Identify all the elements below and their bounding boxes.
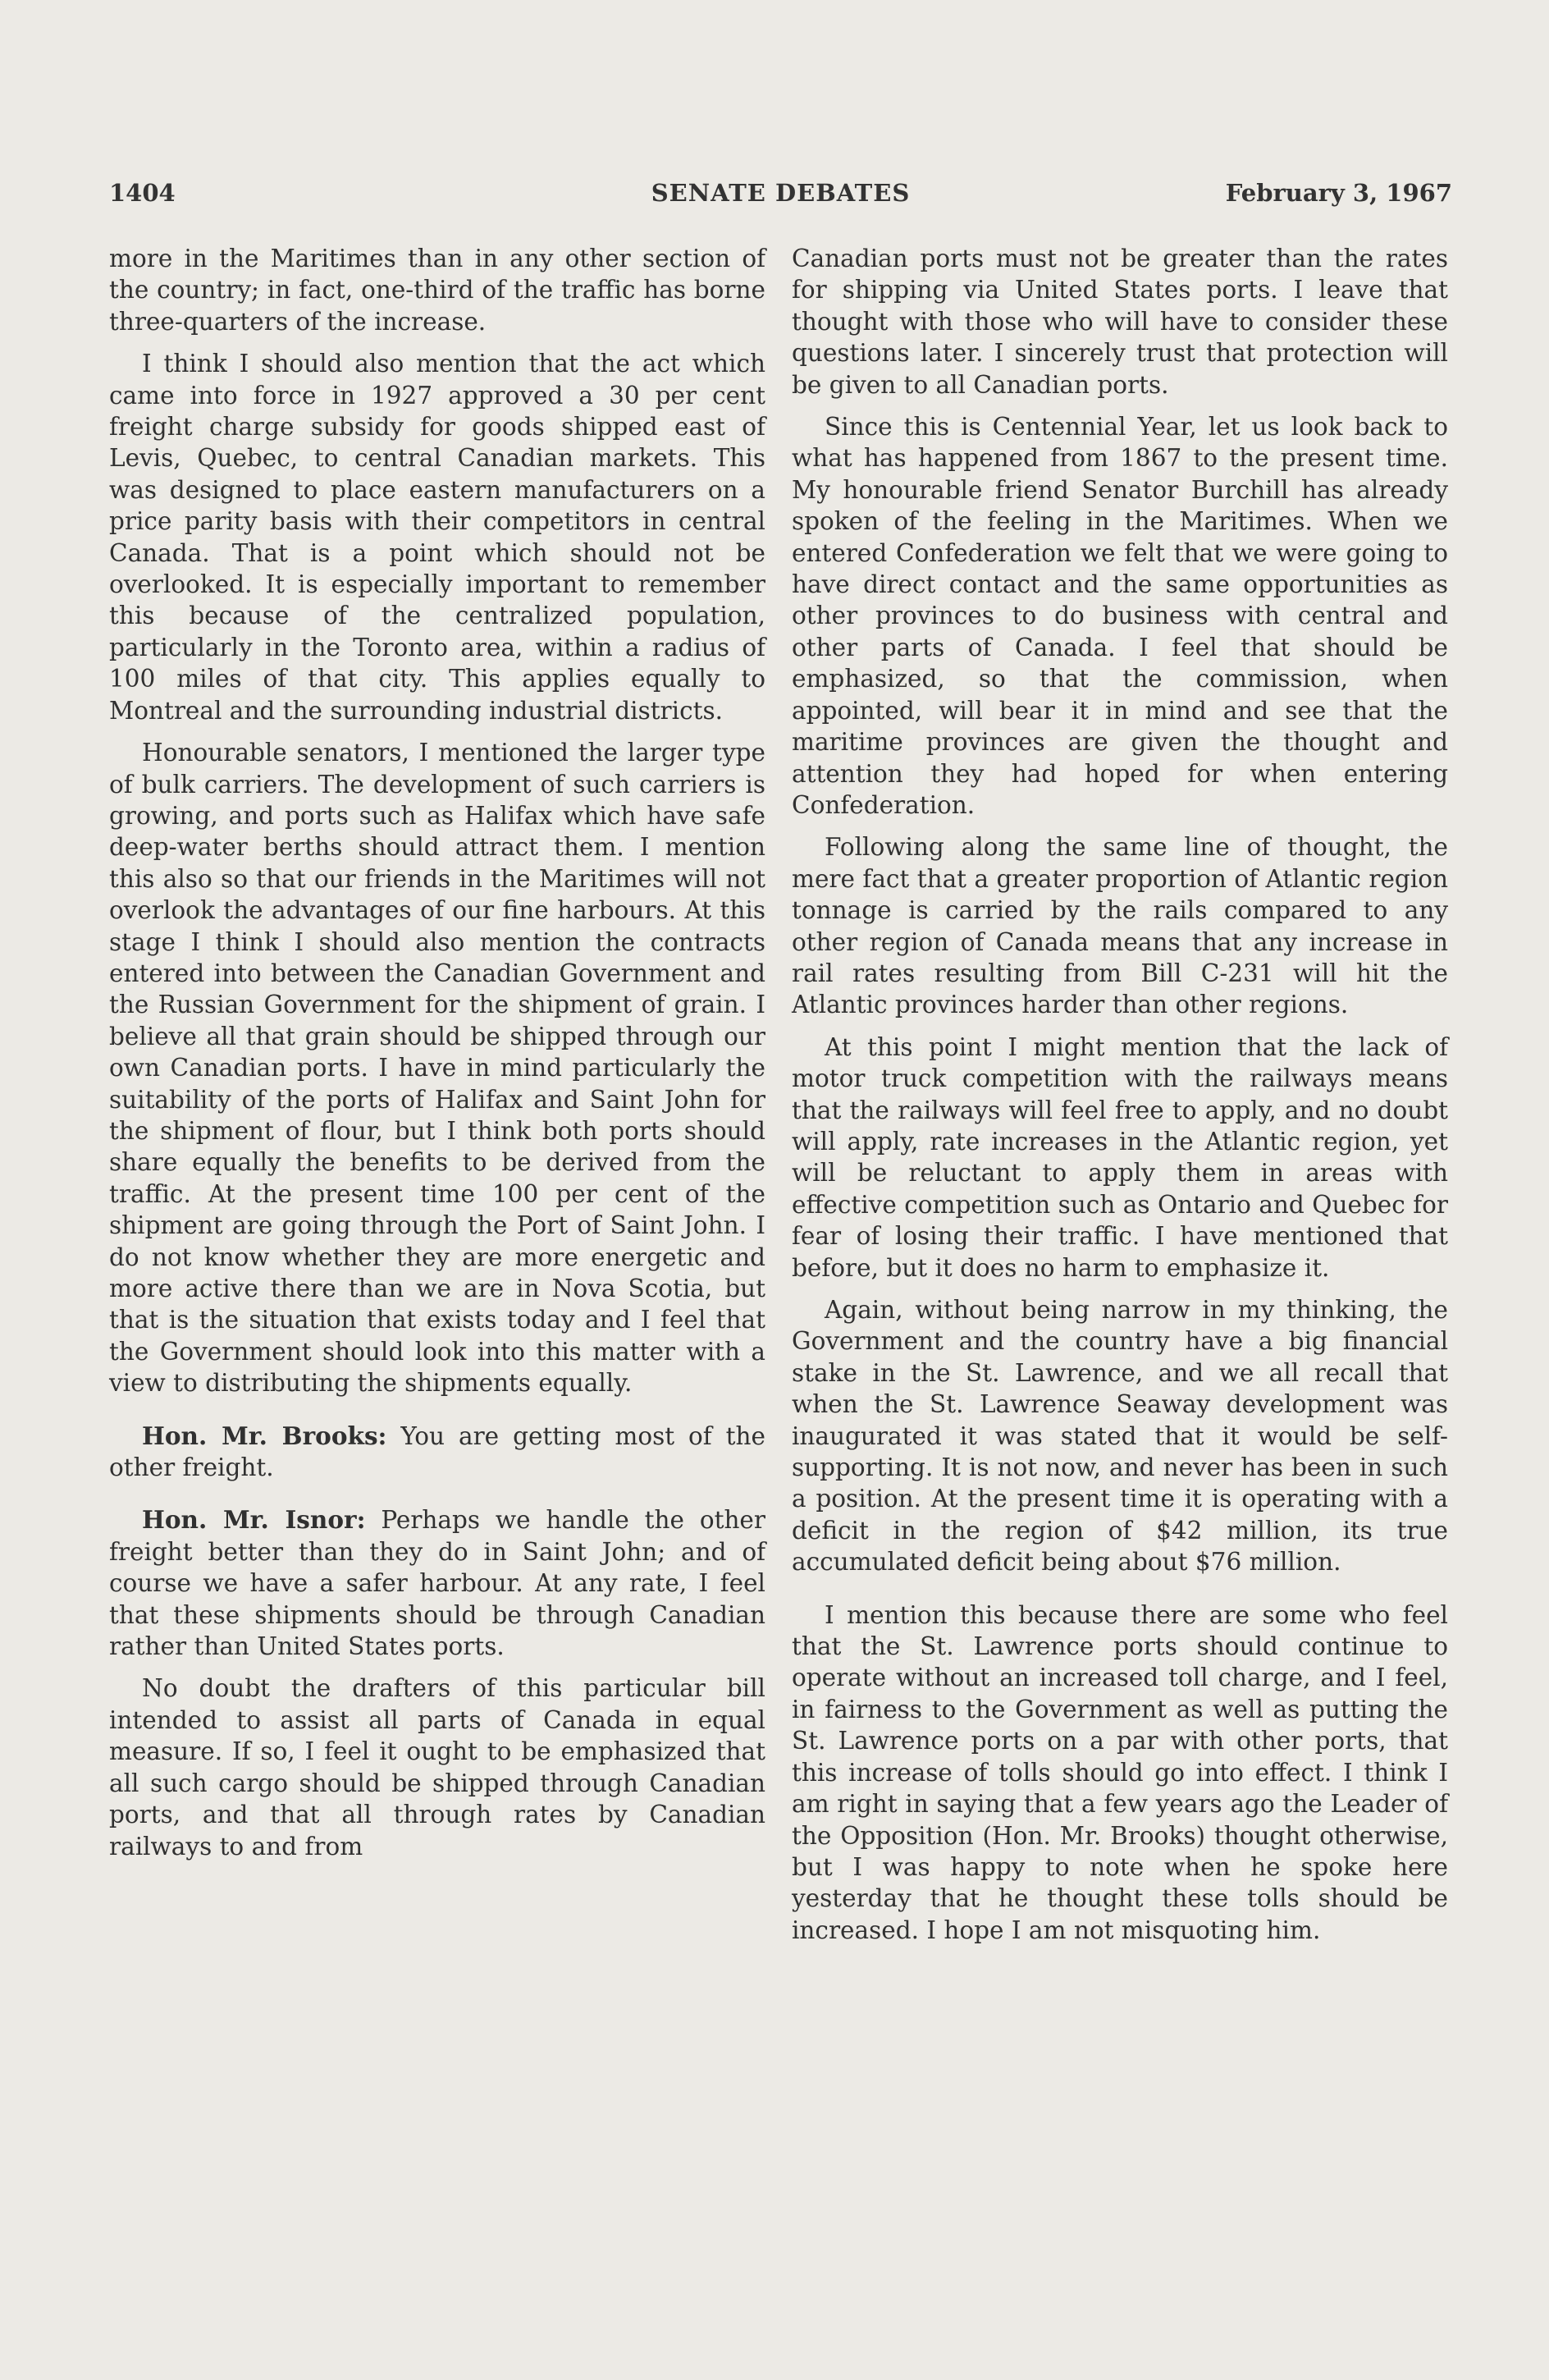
paragraph <box>792 1294 1448 1578</box>
paragraph-text: Again, without being narrow in my thinking, the Government and the country have a big financial stake in the St. Lawrence, and we all recall that when the St. Lawrence Seaway development was inaugurated it was stated that it would be self-supporting. It is not now, and never has been in such a position. At the present time it is operating with a deficit in the region of $42 million, its true accumulated deficit being about $76 million. <box>792 1296 1448 1577</box>
speaker-name: Hon. Mr. Isnor: <box>142 1505 366 1535</box>
paragraph <box>792 1600 1448 1946</box>
speaker-paragraph <box>109 1504 765 1662</box>
paragraph <box>792 243 1448 400</box>
paragraph <box>792 1032 1448 1284</box>
paragraph <box>109 737 765 1399</box>
paragraph <box>109 348 765 726</box>
paragraph-text: Following along the same line of thought, the mere fact that a greater proportion of Atlantic region tonnage is carried by the rails compared to any other region of Canada means that any increase in rail rates resulting from Bill C-231 will hit the Atlantic provinces harder than other regions. <box>792 833 1448 1019</box>
paragraph-text: I think I should also mention that the act which came into force in 1927 approved a 30 per cent freight charge subsidy for goods shipped east of Levis, Quebec, to central Canadian markets. This was designed to place eastern manufacturers on a price parity basis with their competitors in central Canada. That is a point which should not be overlooked. It is especially important to remember this because of the centralized population, particularly in the Toronto area, within a radius of 100 miles of that city. This applies equally to Montreal and the surrounding industrial districts. <box>109 350 765 725</box>
page-header <box>109 179 1452 212</box>
paragraph-text: I mention this because there are some who feel that the St. Lawrence ports should continue to operate without an increased toll charge, and I feel, in fairness to the Government as well as putting the St. Lawrence ports on a par with other ports, that this increase of tolls should go into effect. I think I am right in saying that a few years ago the Leader of the Opposition (Hon. Mr. Brooks) thought otherwise, but I was happy to note when he spoke here yesterday that he thought these tolls should be increased. I hope I am not misquoting him. <box>792 1600 1448 1944</box>
paragraph-text: No doubt the drafters of this particular bill intended to assist all parts of Canada in equal measure. If so, I feel it ought to be emphasized that all such cargo should be shipped through Canadian ports, and that all through rates by Canadian railways to and from <box>109 1674 765 1861</box>
paragraph-text: Honourable senators, I mentioned the larger type of bulk carriers. The development of such carriers is growing, and ports such as Halifax which have safe deep-water berths should attract them. I mention this also so that our friends in the Maritimes will not overlook the advantages of our fine harbours. At this stage I think I should also mention the contracts entered into between the Canadian Government and the Russian Government for the shipment of grain. I believe all that grain should be shipped through our own Canadian ports. I have in mind particularly the suitability of the ports of Halifax and Saint John for the shipment of flour, but I think both ports should share equally the benefits to be derived from the traffic. At the present time 100 per cent of the shipment are going through the Port of Saint John. I do not know whether they are more energetic and more active there than we are in Nova Scotia, but that is the situation that exists today and I feel that the Government should look into this matter with a view to distributing the shipments equally. <box>109 739 765 1398</box>
paragraph-text: more in the Maritimes than in any other section of the country; in fact, one-third of the traffic has borne three-quarters of the increase. <box>109 245 765 336</box>
paragraph-text: Since this is Centennial Year, let us look back to what has happened from 1867 to the present time. My honourable friend Senator Burchill has already spoken of the feeling in the Maritimes. When we entered Confederation we felt that we were going to have direct contact and the same opportunities as other provinces to do business with central and other parts of Canada. I feel that should be emphasized, so that the commission, when appointed, will bear it in mind and see that the maritime provinces are given the thought and attention they had hoped for when entering Confederation. <box>792 413 1448 819</box>
paragraph-text: At this point I might mention that the lack of motor truck competition with the railways means that the railways will feel free to apply, and no doubt will apply, rate increases in the Atlantic region, yet will be reluctant to apply them in areas with effective competition such as Ontario and Quebec for fear of losing their traffic. I have mentioned that before, but it does no harm to emphasize it. <box>792 1032 1448 1282</box>
speaker-paragraph <box>109 1421 765 1484</box>
speaker-name: Hon. Mr. Brooks: <box>142 1421 387 1450</box>
page-date: February 3, 1967 <box>1225 179 1452 207</box>
publication-title: SENATE DEBATES <box>651 179 911 207</box>
paragraph <box>792 411 1448 821</box>
paragraph <box>792 831 1448 1020</box>
paragraph <box>109 1673 765 1861</box>
paragraph-text: Perhaps we handle the other freight better than they do in Saint John; and of course we have a safer harbour. At any rate, I feel that these shipments should be through Canadian rather than United States ports. <box>109 1506 765 1661</box>
paragraph-text: You are getting most of the other freight. <box>109 1421 765 1482</box>
paragraph <box>109 243 765 337</box>
paragraph-text: Canadian ports must not be greater than the rates for shipping via United States ports. I leave that thought with those who will have to consider these questions later. I sincerely trust that protection will be given to all Canadian ports. <box>792 245 1448 399</box>
left-column <box>109 243 765 1862</box>
right-column <box>792 243 1448 1946</box>
page-number: 1404 <box>109 179 176 207</box>
